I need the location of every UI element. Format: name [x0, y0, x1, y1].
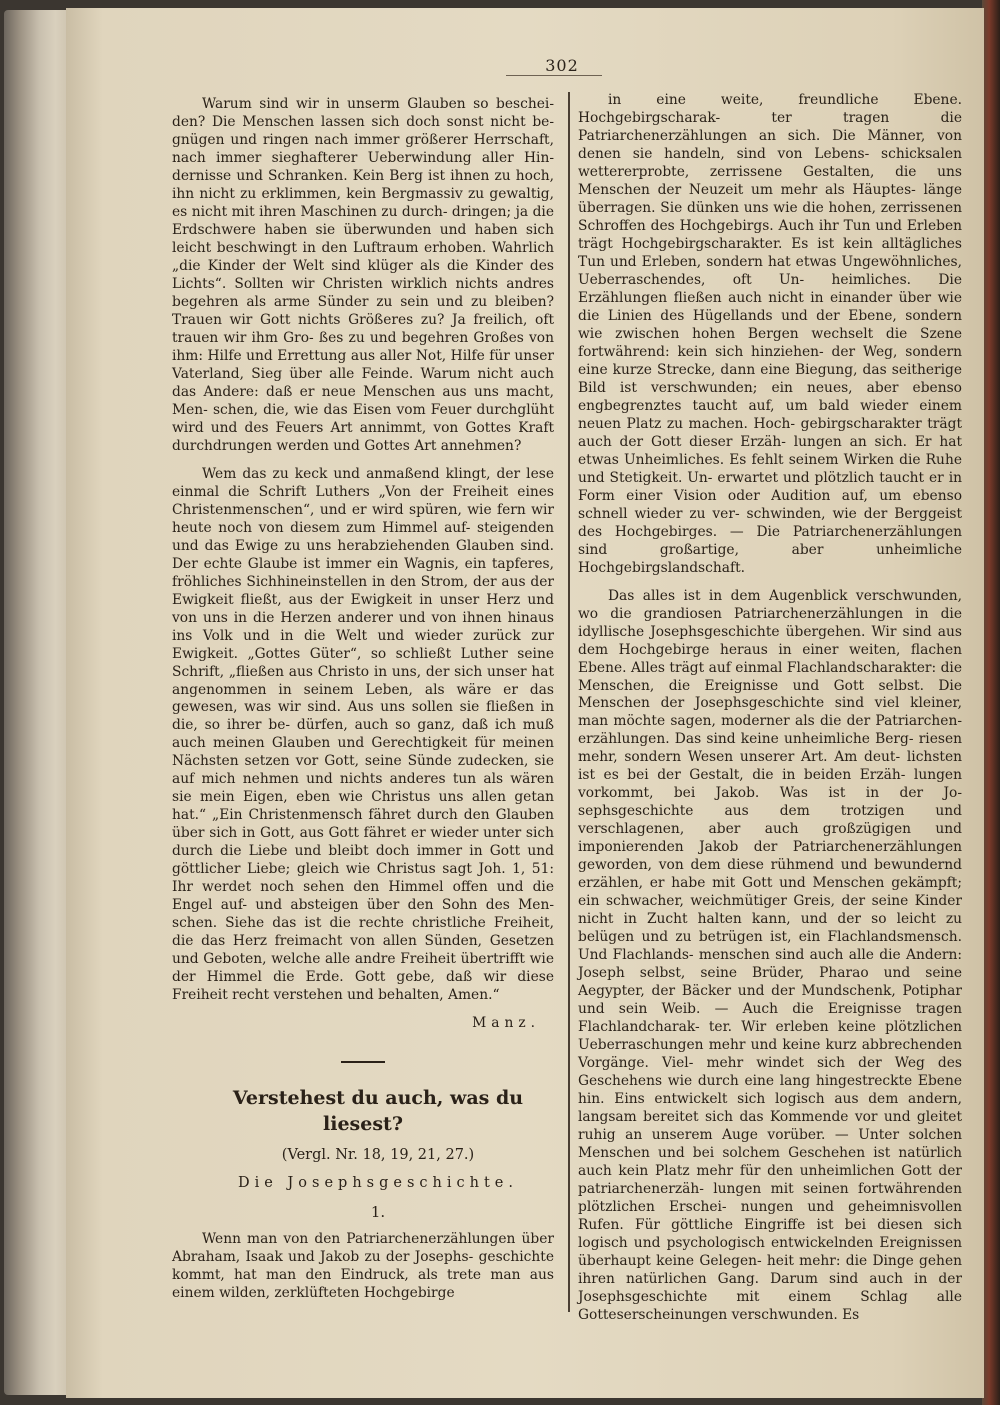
book-cover-edge — [982, 0, 1000, 1405]
section-headline: Verstehest du auch, was du liesest? — [232, 1087, 524, 1136]
right-column — [578, 92, 962, 1325]
section-reference: (Vergl. Nr. 18, 19, 21, 27.) — [281, 1147, 475, 1164]
paragraph: in eine weite, freundliche Ebene. Hochgebirgscharak- ter tragen die Patriarchenerzählungen an sich. Die Männer, von denen sie handeln, sind von Lebens- schicksalen wettererprobte, zerrissene Gestalten, die uns Menschen der Neuzeit um mehr als Häuptes- länge überragen. Sie dünken uns wie die hohen, zerrissenen Schroffen des Hochgebirgs. Auch ihr Tun und Erleben trägt Hochgebirgscharakter. Es ist kein alltägliches Tun und Erleben, sondern hat etwas Ungewöhnliches, Ueberraschendes, oft Un- heimliches. Die Erzählungen fließen auch nicht in einander über wie die Linien des Hügellands und der Ebene, sondern wie zwischen hohen Bergen wechselt die Szene fortwährend: kein sich hinziehen- der Weg, sondern eine kurze Strecke, dann eine Biegung, das seitherige Bild ist verschwunden; ein neues, aber ebenso engbegrenztes taucht auf, um bald wieder einem neuen Platz zu machen. Hoch- gebirgscharakter trägt auch der Gott dieser Erzäh- lungen an sich. Er hat etwas Unheimliches. Es fehlt seinem Wirken die Ruhe und Stetigkeit. Un- erwartet und plötzlich taucht er in Form einer Vision oder Audition auf, um ebenso schnell wieder zu ver- schwinden, wie der Berggeist des Hochgebirges. — Die Patriarchenerzählungen sind großartige, aber unheimliche Hochgebirgslandschaft. — [578, 92, 962, 576]
header-rule — [506, 75, 602, 76]
section-divider — [341, 1061, 385, 1063]
paragraph: Wem das zu keck und anmaßend klingt, der lese einmal die Schrift Luthers „Von der Freiheit eines Christenmenschen“, und er wird spüren, wie fern wir heute noch von diesem zum Himmel auf- steigenden und das Ewige zu uns herabziehenden Glauben sind. Der echte Glaube ist immer ein Wagnis, ein tapferes, fröhliches Sichhineinstellen in den Strom, der aus der Ewigkeit fließt, aus der Ewigkeit in unser Herz und von uns in die Herzen anderer und von ihnen hinaus ins Volk und in die Welt und wieder zurück zur Ewigkeit. „Gottes Güter“, so schließt Luther seine Schrift, „fließen aus Christo in uns, der sich unser hat angenommen in seinem Leben, als wäre er das gewesen, was wir sind. Aus uns sollen sie fließen in die, so ihrer be- dürfen, auch so ganz, daß ich muß auch meinen Glauben und Gerechtigkeit für meinen Nächsten setzen vor Gott, seine Sünde zudecken, sie auf mich nehmen und nichts anderes tun als wären sie mein Eigen, eben wie Christus uns allen getan hat.“ „Ein Christenmensch fähret durch den Glauben über sich in Gott, aus Gott fähret er wieder unter sich durch die Liebe und bleibt doch immer in Gott und göttlicher Liebe; gleich wie Christus sagt Joh. 1, 51: Ihr werdet noch sehen den Himmel offen und die Engel auf- und absteigen über den Sohn des Men- schen. Siehe das ist die rechte christliche Freiheit, die das Herz freimacht von allen Sünden, Gesetzen und Geboten, welche alle andre Freiheit übertrifft wie der Himmel die Erde. Gott gebe, daß wir diese Freiheit recht verstehen und behalten, Amen.“ — [172, 465, 554, 1004]
section-numeral: 1. — [370, 1203, 386, 1222]
section-subtitle: Die Josephsgeschichte. — [238, 1175, 518, 1192]
page-number: 302 — [545, 56, 579, 75]
book-binding-edge — [4, 10, 68, 1395]
author-signature: Manz. — [472, 1015, 540, 1032]
paragraph: Warum sind wir in unserm Glauben so beschei- den? Die Menschen lassen sich doch sonst nicht be- gnügen und ringen nach immer größerer Herrschaft, nach immer sieghafterer Ueberwindung aller Hin- dernisse und Schranken. Kein Berg ist ihnen zu hoch, ihn nicht zu erklimmen, kein Bergmassiv zu gewaltig, es nicht mit ihren Maschinen zu durch- dringen; ja die Erdschwere haben sie überwunden und haben sich leicht beschwingt in den Luftraum erhoben. Wahrlich „die Kinder der Welt sind klüger als die Kinder des Lichts“. Sollten wir Christen wirklich nichts andres begehren als arme Sünder zu sein und zu bleiben? Trauen wir Gott nichts Größeres zu? Ja freilich, oft trauen wir ihm Gro- ßes zu und begehren Großes von ihm: Hilfe und Errettung aus aller Not, Hilfe für unser Vaterland, Sieg über alle Feinde. Warum nicht auch das Andere: daß er neue Menschen aus uns macht, Men- schen, die, wie das Eisen vom Feuer durchglüht wird und des Feuers Art annimmt, von Gottes Kraft durchdrungen werden und Gottes Art annehmen? — [172, 96, 554, 454]
paragraph: Das alles ist in dem Augenblick verschwunden, wo die grandiosen Patriarchenerzählungen in die idyllische Josephsgeschichte übergehen. Wir sind aus dem Hochgebirge heraus in einer weiten, flachen Ebene. Alles trägt auf einmal Flachlandscharakter: die Menschen, die Ereignisse und Gott selbst. Die Menschen der Josephsgeschichte sind viel kleiner, man möchte sagen, moderner als die der Patriarchen- erzählungen. Das sind keine unheimliche Berg- riesen mehr, sondern Wesen unserer Art. Am deut- lichsten ist es bei der Gestalt, die in beiden Erzäh- lungen vorkommt, bei Jakob. Was ist in der Jo- sephsgeschichte aus dem trotzigen und verschlagenen, aber auch großzügigen und imponierenden Jakob der Patriarchenerzählungen geworden, von dem diese rühmend und bewundernd erzählen, er habe mit Gott und Menschen gekämpft; ein schwacher, weichmütiger Greis, der seine Kinder nicht in Zucht halten kann, und der so leicht zu belügen und zu betrügen ist, ein Flachlandsmensch. Und Flachlands- menschen sind auch alle die Andern: Joseph selbst, seine Brüder, Pharao und seine Aegypter, der Bäcker und der Mundschenk, Potiphar und sein Weib. — Auch die Ereignisse tragen Flachlandcharak- ter. Wir erleben keine plötzlichen Ueberraschungen mehr und keine kurz abbrechenden Vorgänge. Viel- mehr windet sich der Weg des Geschehens wie durch eine lang hingestreckte Ebene hin. Eins entwickelt sich logisch aus dem andern, langsam bereitet sich das Kommende vor und gleitet ruhig an unserem Auge vorüber. — Unter solchen Menschen und bei solchem Geschehen ist natürlich auch kein Platz mehr für den unheimlichen Gott der patriarchenerzäh- lungen mit seinen fortwährenden plötzlichen Erschei- nungen und geheimnisvollen Rufen. Für göttliche Eingriffe ist bei diesen sich logisch und psychologisch entwickelnden Ereignissen überhaupt keine Gelegen- heit mehr: die Dinge gehen ihren natürlichen Gang. Darum sind auch in der Josephsgeschichte mit einem Schlag alle Gotteserscheinungen verschwunden. Es — [578, 587, 962, 1323]
left-column — [172, 96, 554, 1303]
column-divider — [568, 92, 570, 1312]
paragraph: Wenn man von den Patriarchenerzählungen über Abraham, Isaak und Jakob zu der Josephs- geschichte kommt, hat man den Eindruck, als trete man aus einem wilden, zerklüfteten Hochgebirge — [172, 1231, 554, 1302]
